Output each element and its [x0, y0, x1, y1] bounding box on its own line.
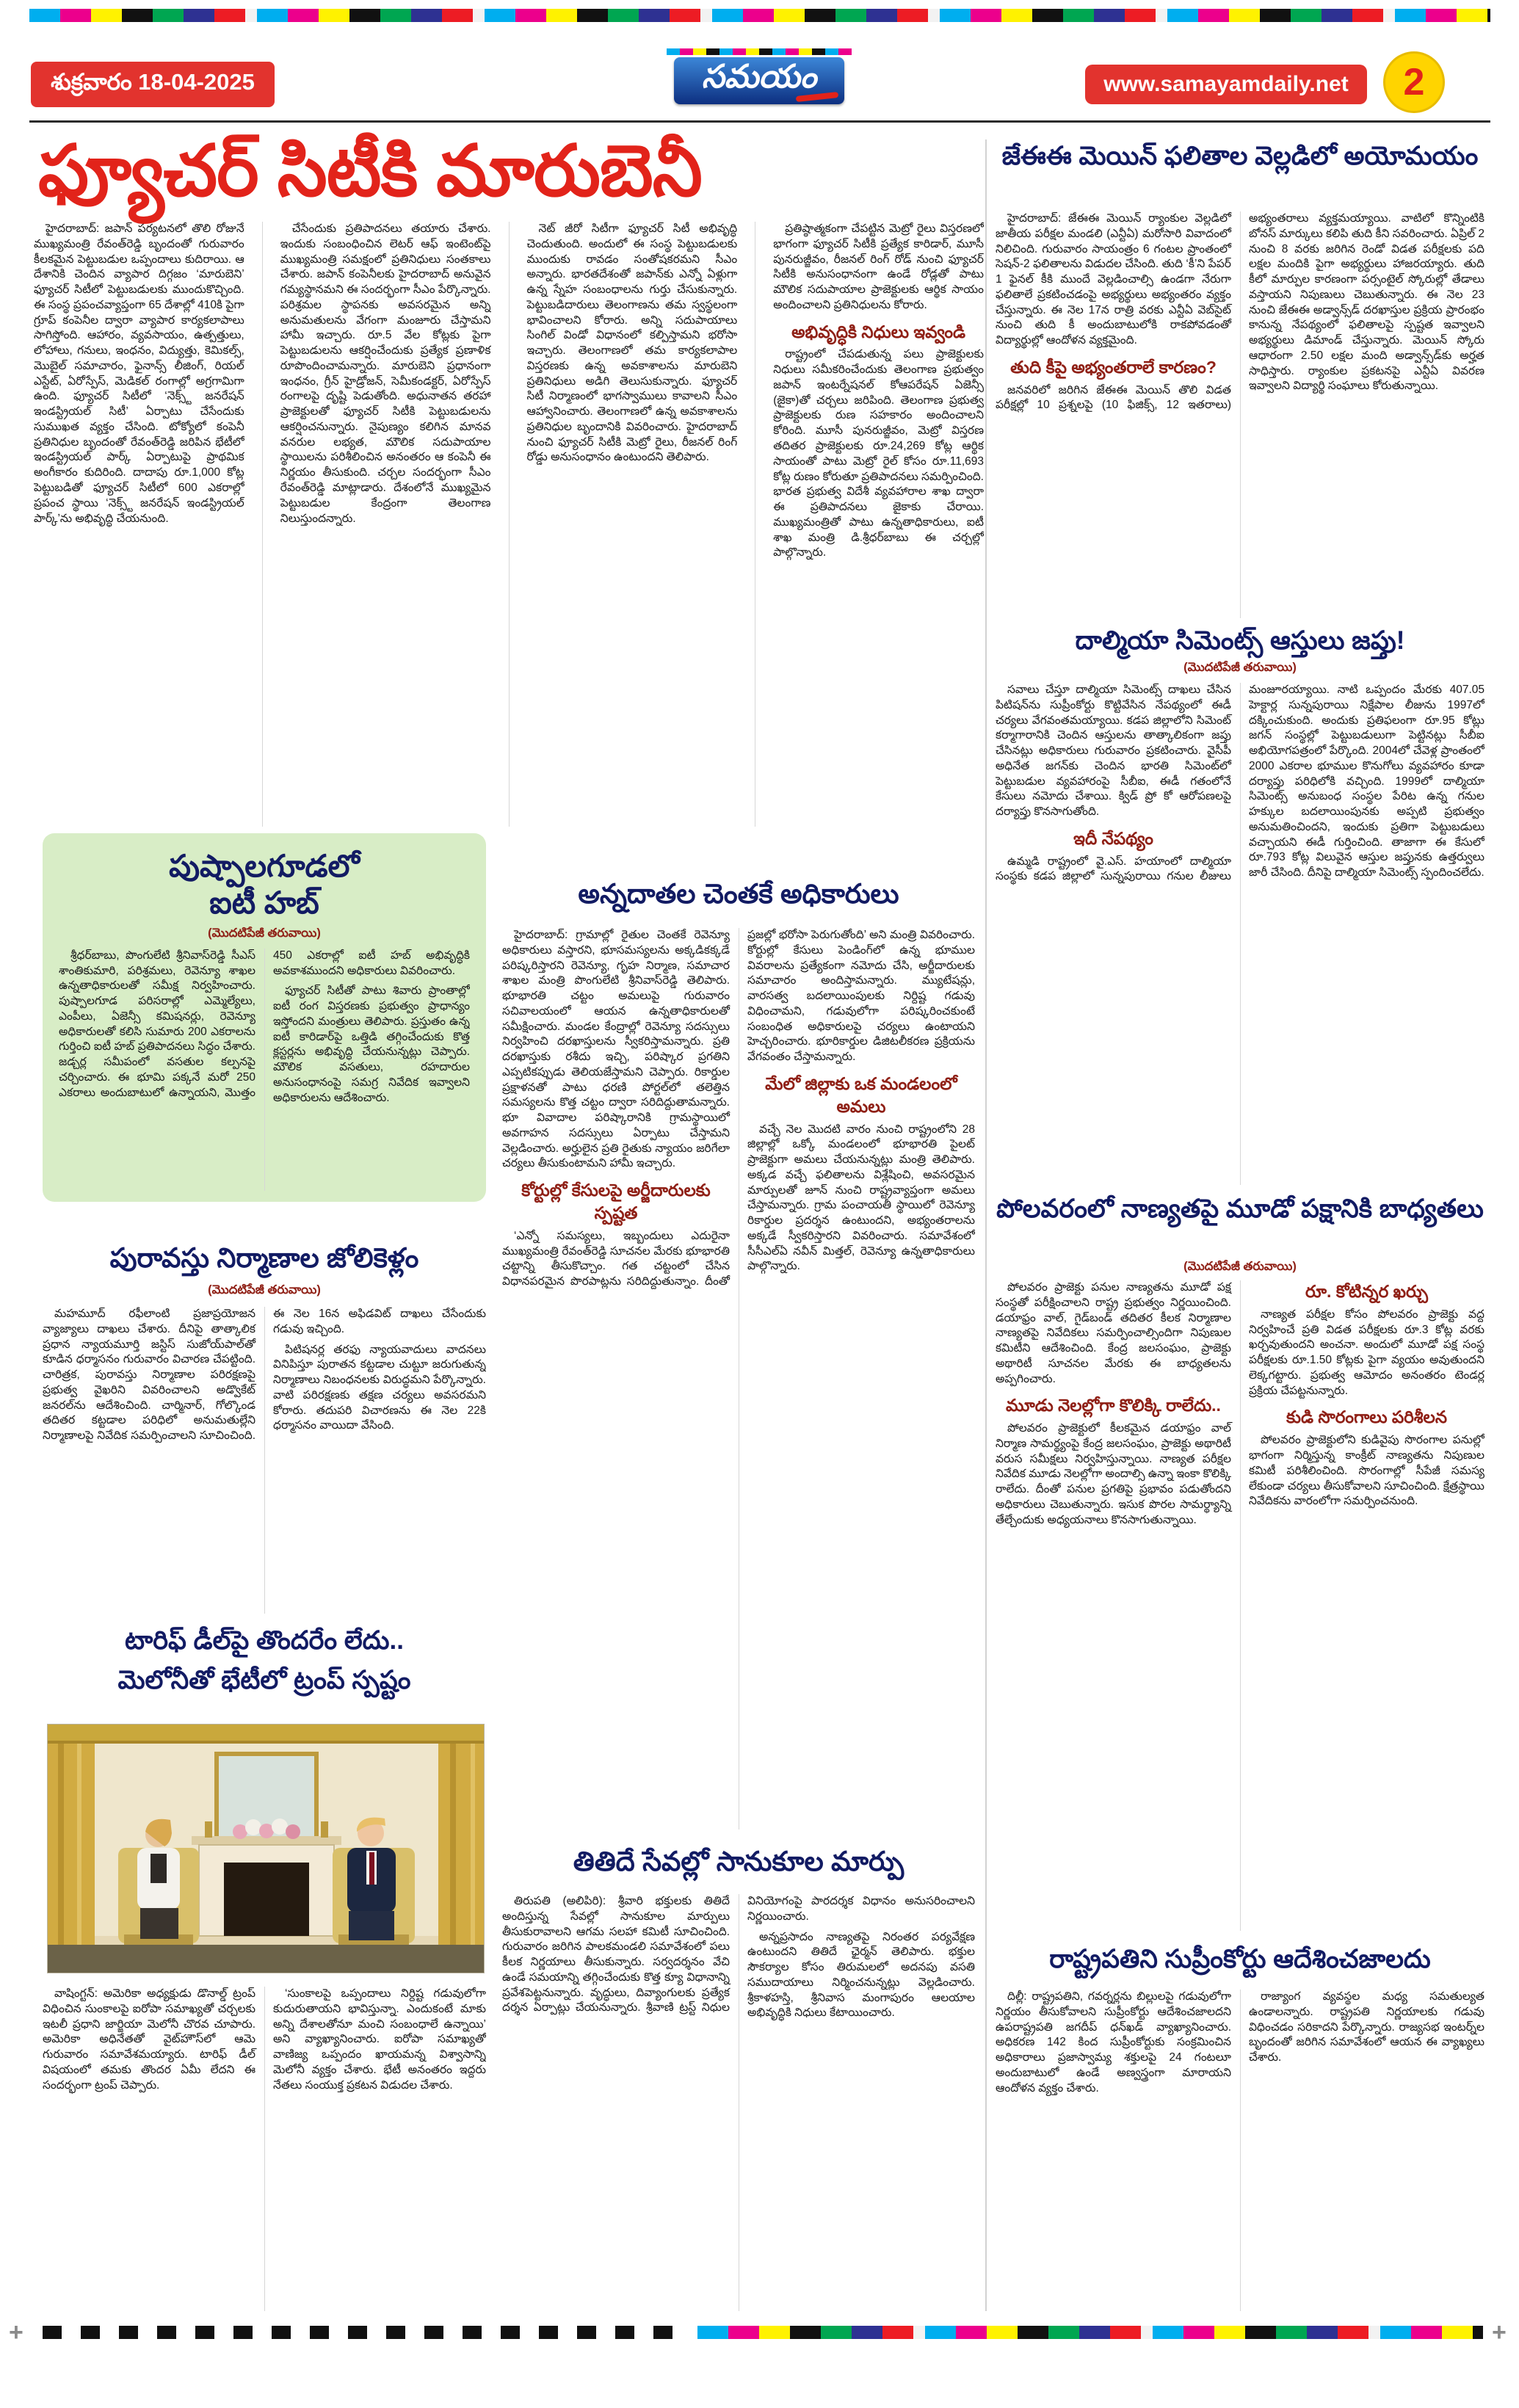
- ttd-headline: తితిదే సేవల్లో సానుకూల మార్పు: [573, 1846, 904, 1876]
- paragraph: శ్రీధర్‌బాబు, పొంగులేటి శ్రీనివాస్‌రెడ్డి సీఎస్ శాంతికుమారి, పరిశ్రమలు, రెవెన్యూ శాఖల ఉన్నతాధికారులతో సమీక్ష నిర్వహించారు. పుష్పాలగూడ పరిసరాల్లో ఎమ్మెల్యేలు, ఎంపీలు, ఏజెన్సీ కమిషనర్లు, రెవెన్యూ అధికారులతో కలిసి సుమారు 200 ఎకరాలను గుర్తించి ఐటీ హబ్ ప్రతిపాదనలు సిద్ధం చేశారు. జడ్చర్ల సమీపంలో వసతుల కల్పనపై చర్చించారు. ఈ భూమి పక్కనే మరో 250 ఎకరాలు అందుబాటులో ఉన్నాయని, మొత్తం 450 ఎకరాల్లో ఐటీ హబ్ అభివృద్ధికి అవకాశముందని అధికారులు వివరించారు.: [59, 949, 470, 1099]
- paragraph: చేసేందుకు ప్రతిపాదనలు తయారు చేశారు. ఇందుకు సంబంధించిన లెటర్ ఆఫ్ ఇంటెంట్‌పై ముఖ్యమంత్రి సమక్షంలో ప్రతినిధులు సంతకాలు చేశారు. జపాన్ కంపెనీలకు హైదరాబాద్ అనువైన గమ్యస్థానమని ఈ సందర్భంగా సీఎం పేర్కొన్నారు. పరిశ్రమల స్థాపనకు అవసరమైన అన్ని అనుమతులను వేగంగా మంజూరు చేస్తామని హామీ ఇచ్చారు. రూ.5 వేల కోట్లకు పైగా పెట్టుబడులను ఆకర్షించేందుకు ప్రత్యేక ప్రణాళిక రూపొందించామన్నారు. మారుబెని ప్రధానంగా ఇంధనం, గ్రీన్ హైడ్రోజన్, సెమీకండక్టర్, ఏరోస్పేస్ రంగాలపై దృష్టి పెడుతోంది. అధునాతన తరహా ప్రాజెక్టులతో ఫ్యూచర్ సిటీకి పెట్టుబడులను ఆకర్షించనున్నారు. నైపుణ్యం కలిగిన మానవ వనరుల లభ్యత, మౌలిక సదుపాయాల స్థాయిలను పరిశీలించిన అనంతరం ఆ కంపెనీ ఈ నిర్ణయం తీసుకుంది. చర్చల సందర్భంగా సీఎం రేవంత్‌రెడ్డి మాట్లాడారు. దేశంలోనే ముఖ్యమైన పెట్టుబడుల కేంద్రంగా తెలంగాణ నిలుస్తుందన్నారు.: [280, 222, 491, 525]
- dalmia-body: [996, 683, 1484, 1185]
- page-number: 2: [1403, 61, 1425, 104]
- rail-divider: [985, 139, 987, 2311]
- print-registration-dashes-bottom: [43, 2326, 689, 2339]
- photo-illustration: [48, 1725, 485, 1973]
- ttd-body: [502, 1894, 975, 2311]
- main-article-col1: [34, 222, 244, 827]
- paragraph: పిటిషనర్ల తరఫు న్యాయవాదులు వాదనలు వినిపిస్తూ పురాతన కట్టడాల చుట్టూ జరుగుతున్న నిర్మాణాలు నిబంధనలకు విరుద్ధమని పేర్కొన్నారు. వాటి పరిరక్షణకు తక్షణ చర్యలు అవసరమని కోరారు. తదుపరి విచారణను ఈ నెల 22కి ధర్మాసనం వాయిదా వేసింది.: [273, 1343, 486, 1432]
- supreme-headline: రాష్ట్రపతిని సుప్రీంకోర్టు ఆదేశించజాలదు: [1049, 1945, 1431, 1973]
- subhead-funds: అభివృద్ధికి నిధులు ఇవ్వండి: [791, 322, 966, 341]
- tariff-headline-line2: మెలోనీతో భేటీలో ట్రంప్ స్పష్టం: [117, 1666, 411, 1694]
- paragraph: హైదరాబాద్: జేఈఈ మెయిన్ ర్యాంకుల వెల్లడిలో జాతీయ పరీక్షల మండలి (ఎన్టీఏ) మరోసారి వివాదంలో నిలిచింది. గురువారం సాయంత్రం 6 గంటల ప్రాంతంలో సెషన్-2 ఫలితాలను విడుదల చేసింది. తుది ‘కీ’ని పేపర్ 1 ఫైనల్ కీకి ముందే వెల్లడించాల్సి ఉండగా నేరుగా ఫలితాలే ప్రకటించడంపై అభ్యర్థులు అభ్యంతరం వ్యక్తం చేస్తున్నారు. ఈ నెల 17న రాత్రి వరకు ఎన్టీఏ వెబ్‌సైట్ నుంచి తుది కీ అందుబాటులోకి రాకపోవడంతో విద్యార్థుల్లో ఆందోళన వ్యక్తమైంది.: [996, 212, 1231, 347]
- polavaram-headline: పోలవరంలో నాణ్యతపై మూడో పక్షానికి బాధ్యతలు: [996, 1194, 1484, 1223]
- print-registration-bar-bottom: [697, 2326, 1483, 2339]
- ithub-headline-line2: ఐటీ హబ్: [209, 885, 319, 921]
- annadata-headline: అన్నదాతల చెంతకే అధికారులు: [578, 879, 899, 909]
- paragraph: రాష్ట్రంలో చేపడుతున్న పలు ప్రాజెక్టులకు నిధులు సమీకరించేందుకు తెలంగాణ ప్రభుత్వం జపాన్ ఇంటర్నేషనల్ కోఆపరేషన్ ఏజెన్సీ (జైకా)తో చర్చలు జరిపింది. తెలంగాణ ప్రభుత్వ ప్రాజెక్టులకు రుణ సహకారం అందించాలని కోరింది. మూసీ పునరుజ్జీవం, మెట్రో విస్తరణ తదితర ప్రాజెక్టులకు రూ.24,269 కోట్ల ఆర్థిక సాయంతో పాటు మెట్రో రైల్ కోసం రూ.11,693 కోట్ల రుణం కోరుతూ ప్రతిపాదనలు సమర్పించింది. భారత ప్రభుత్వ విదేశీ వ్యవహారాల శాఖ ద్వారా ఈ ప్రతిపాదనలు జైకాకు చేరాయి. ముఖ్యమంత్రితో పాటు ఉన్నతాధికారులు, ఐటీ శాఖ మంత్రి డి.శ్రీధర్‌బాబు ఈ చర్చల్లో పాల్గొన్నారు.: [773, 348, 984, 559]
- paragraph: ఫ్యూచర్ సిటీతో పాటు శివారు ప్రాంతాల్లో ఐటీ రంగ విస్తరణకు ప్రభుత్వం ప్రాధాన్యం ఇస్తోందని మంత్రులు తెలిపారు. ప్రస్తుతం ఉన్న ఐటీ కారిడార్‌పై ఒత్తిడి తగ్గించేందుకు కొత్త క్లస్టర్లను అభివృద్ధి చేయనున్నట్లు చెప్పారు. మౌలిక వసతులు, రహదారుల అనుసంధానంపై సమగ్ర నివేదిక ఇవ్వాలని అధికారులను ఆదేశించారు.: [273, 984, 470, 1104]
- paragraph: నాణ్యత పరీక్షల కోసం పోలవరం ప్రాజెక్టు వద్ద నిర్వహించే ప్రతి విడత పరీక్షలకు రూ.3 కోట్ల వరకు ఖర్చవుతుందని అంచనా. అందులో మూడో పక్ష సంస్థ పరీక్షలకు రూ.1.50 కోట్లకు పైగా వ్యయం అవుతుందని లెక్కగట్టారు. ప్రభుత్వ ఆమోదం అనంతరం టెండర్ల ప్రక్రియ చేపట్టనున్నారు.: [1249, 1308, 1484, 1397]
- main-article-col3: [509, 222, 738, 827]
- main-article-col4: [755, 222, 984, 827]
- paragraph: పోలవరం ప్రాజెక్టులో కీలకమైన డయాఫ్రం వాల్ నిర్మాణ సామర్థ్యంపై కేంద్ర జలసంఘం, ప్రాజెక్టు అథారిటీ వరుస సమీక్షలు నిర్వహిస్తున్నాయి. నాణ్యత పరీక్షల నివేదిక మూడు నెలల్లోగా అందాల్సి ఉన్నా ఇంకా కొలిక్కి రాలేదు. దీంతో పనుల ప్రగతిపై ప్రభావం పడుతోందని అధికారులు చెబుతున్నారు. ఇసుక పొరల సామర్థ్యాన్ని తేల్చేందుకు అధ్యయనాలు కొనసాగుతున్నాయి.: [996, 1422, 1231, 1526]
- paragraph: ‘ఎన్నో సమస్యలు, ఇబ్బందులు ఎదురైనా ముఖ్యమంత్రి రేవంత్‌రెడ్డి సూచనల మేరకు భూభారతి చట్టాన్ని తీసుకొచ్చాం. గత చట్టంలో చేసిన విధానపరమైన పొరపాట్లను సరిదిద్దుతున్నాం. దీంతో ప్రజల్లో భరోసా పెరుగుతోంది’ అని మంత్రి వివరించారు. కోర్టుల్లో కేసులు పెండింగ్‌లో ఉన్న భూముల వివరాలను ప్రత్యేకంగా నమోదు చేసి, అర్జీదారులకు సమాచారం అందిస్తామన్నారు. మ్యుటేషన్లు, వారసత్వ బదలాయింపులకు నిర్దిష్ట గడువు విధించామని, గడువులోగా పరిష్కరించకుంటే సంబంధిత అధికారులపై చర్యలు ఉంటాయని హెచ్చరించారు. భూరికార్డుల డిజిటలీకరణ ప్రక్రియను వేగవంతం చేస్తామన్నారు.: [502, 929, 975, 1288]
- paragraph: మహమూద్ రఫీలాంటి ప్రజాప్రయోజన వ్యాజ్యాలు దాఖలు చేశారు. దీనిపై తాత్కాలిక ప్రధాన న్యాయమూర్తి జస్టిస్ సుజోయ్‌పాల్‌తో కూడిన ధర్మాసనం గురువారం విచారణ చేపట్టింది. చారిత్రక, పురావస్తు నిర్మాణాల పరిరక్షణపై ప్రభుత్వ వైఖరిని వివరించాలని అడ్వొకేట్ జనరల్‌ను ఆదేశించింది. చార్మినార్, గోల్కొండ తదితర కట్టడాల పరిధిలో అనుమతుల్లేని నిర్మాణాలపై నివేదిక సమర్పించాలని సూచించింది. ఈ నెల 16న అఫిడవిట్ దాఖలు చేసేందుకు గడువు ఇచ్చింది.: [43, 1308, 486, 1443]
- paragraph: నెట్ జీరో సిటీగా ఫ్యూచర్ సిటీ అభివృద్ధి చెందుతుంది. అందులో ఈ సంస్థ పెట్టుబడులకు ముందుకు రావడం సంతోషకరమని సీఎం అన్నారు. భారతదేశంతో జపాన్‌కు ఎన్నో ఏళ్లుగా ఉన్న స్నేహ సంబంధాలను గుర్తు చేసుకున్నారు. పెట్టుబడిదారులు తెలంగాణను తమ స్వస్థలంగా భావించాలని కోరారు. అన్ని సదుపాయాలు సింగిల్ విండో విధానంలో కల్పిస్తామని భరోసా ఇచ్చారు. తెలంగాణలో తమ కార్యకలాపాల విస్తరణకు ఉన్న అవకాశాలను మారుబెని ప్రతినిధులు అడిగి తెలుసుకున్నారు. ఫ్యూచర్ సిటీ నిర్మాణంలో భాగస్వాములు కావాలని సీఎం ఆహ్వానించారు. తెలంగాణలో ఉన్న అవకాశాలను ప్రతినిధుల బృందానికి వివరించారు. హైదరాబాద్ నుంచి ఫ్యూచర్ సిటీకి మెట్రో రైలు, రీజనల్ రింగ్ రోడ్డు అనుసంధానం ఉంటుందని తెలిపారు.: [526, 222, 738, 464]
- paragraph: సవాలు చేస్తూ దాల్మియా సిమెంట్స్ దాఖలు చేసిన పిటిషన్‌ను సుప్రీంకోర్టు కొట్టివేసిన నేపథ్యంలో ఈడీ చర్యలు వేగవంతమయ్యాయి. కడప జిల్లాలోని సిమెంట్ కర్మాగారానికి చెందిన ఆస్తులను తాత్కాలికంగా జప్తు చేసినట్లు అధికారులు గురువారం ప్రకటించారు. వైసీపీ అధినేత జగన్‌కు చెందిన భారతి సిమెంట్‌లో పెట్టుబడుల వ్యవహారంపై సీబీఐ, ఈడీ గతంలోనే కేసులు నమోదు చేశాయి. క్విడ్ ప్రో కో ఆరోపణలపై దర్యాప్తు కొనసాగుతోంది.: [996, 683, 1231, 819]
- puravasthu-body: [43, 1307, 486, 1614]
- ithub-continued: (మొదటిపేజీ తరువాయి): [208, 926, 321, 940]
- ithub-headline-line1: పుష్పాలగూడలో: [169, 849, 360, 883]
- main-article-col2: [262, 222, 491, 827]
- polavaram-subhead-1: మూడు నెలల్లోగా కొలిక్కి రాలేదు..: [1006, 1396, 1221, 1415]
- date-text: శుక్రవారం 18-04-2025: [51, 68, 255, 95]
- logo-color-strip: [667, 48, 852, 55]
- dalmia-continued: (మొదటిపేజీ తరువాయి): [1183, 661, 1297, 674]
- paragraph: వాషింగ్టన్: అమెరికా అధ్యక్షుడు డొనాల్డ్ ట్రంప్ విధించిన సుంకాలపై ఐరోపా సమాఖ్యతో చర్చలకు ఇటలీ ప్రధాని జార్జియా మెలోనీ చొరవ చూపారు. అమెరికా అధినేతతో వైట్‌హౌస్‌లో ఆమె గురువారం సమావేశమయ్యారు. టారిఫ్ డీల్ విషయంలో తమకు తొందర ఏమీ లేదని ఈ సందర్భంగా ట్రంప్ చెప్పారు.: [43, 1987, 255, 2092]
- trump-meloni-photo: [47, 1724, 485, 1973]
- date-box: [31, 62, 275, 107]
- paragraph: పోలవరం ప్రాజెక్టు పనుల నాణ్యతను మూడో పక్ష సంస్థతో పరీక్షించాలని రాష్ట్ర ప్రభుత్వం నిర్ణయించింది. డయాఫ్రం వాల్, గైడ్‌బండ్ తదితర కీలక నిర్మాణాల నాణ్యతపై నివేదికలు సమర్పించాల్సిందిగా నిపుణుల కమిటీని ఆదేశించింది. కేంద్ర జలసంఘం, ప్రాజెక్టు అథారిటీ సూచనల మేరకు ఈ బాధ్యతలను అప్పగించారు.: [996, 1281, 1231, 1385]
- crop-mark-left: +: [9, 2318, 23, 2346]
- jee-body: [996, 211, 1484, 618]
- jee-subhead: తుది కీపై అభ్యంతరాలే కారణం?: [1010, 357, 1217, 377]
- tariff-headline-line1: టారిఫ్ డీల్‌పై తొందరేం లేదు..: [125, 1626, 404, 1655]
- supreme-body: [996, 1990, 1484, 2311]
- paragraph: అన్నప్రసాదం నాణ్యతపై నిరంతర పర్యవేక్షణ ఉంటుందని తితిదే ఛైర్మన్ తెలిపారు. భక్తుల సౌకర్యాల కోసం తిరుమలలో అదనపు వసతి సముదాయాలు నిర్మించనున్నట్లు వెల్లడించారు. శ్రీకాళహస్తి, శ్రీనివాస మంగాపురం ఆలయాల అభివృద్ధికి నిధులు కేటాయించారు.: [747, 1930, 975, 2020]
- polavaram-subhead-3: కుడి సొరంగాలు పరిశీలన: [1286, 1407, 1448, 1427]
- main-headline: ఫ్యూచర్ సిటీకి మారుబెనీ: [38, 131, 702, 211]
- paragraph: వచ్చే నెల మొదటి వారం నుంచి రాష్ట్రంలోని 28 జిల్లాల్లో ఒక్కో మండలంలో భూభారతి పైలట్ ప్రాజెక్టుగా అమలు చేయనున్నట్లు మంత్రి తెలిపారు. అక్కడ వచ్చే ఫలితాలను విశ్లేషించి, అవసరమైన మార్పులతో జూన్ నుంచి రాష్ట్రవ్యాప్తంగా అమలు చేస్తామన్నారు. గ్రామ పంచాయతీ స్థాయిలో రెవెన్యూ రికార్డుల ప్రదర్శన ఉంటుందని, అభ్యంతరాలను అక్కడే స్వీకరిస్తారని వివరించారు. సమావేశంలో సీసీఎల్ఏ నవీన్ మిత్తల్, రెవెన్యూ ఉన్నతాధికారులు పాల్గొన్నారు.: [747, 1123, 975, 1273]
- header-rule: [29, 120, 1490, 123]
- puravasthu-headline: పురావస్తు నిర్మాణాల జోలికెళ్లం: [109, 1243, 419, 1273]
- article-ithub: [43, 833, 486, 1202]
- polavaram-continued: (మొదటిపేజీ తరువాయి): [1183, 1260, 1297, 1273]
- paragraph: పోలవరం ప్రాజెక్టులోని కుడివైపు సొరంగాల పనుల్లో భాగంగా నిర్మిస్తున్న కాంక్రీట్ నాణ్యతను నిపుణుల కమిటీ పరిశీలించింది. సొరంగాల్లో సీపేజీ సమస్య లేకుండా చర్యలు తీసుకోవాలని సూచించింది. క్షేత్రస్థాయి నివేదికను వారంలోగా సమర్పించనుంది.: [1249, 1434, 1484, 1508]
- polavaram-body: [996, 1280, 1484, 1931]
- logo-text: సమయం: [701, 58, 817, 95]
- tariff-body: [43, 1987, 486, 2311]
- paragraph: ఉమ్మడి రాష్ట్రంలో వై.ఎస్. హయాంలో దాల్మియా సంస్థకు కడప జిల్లాలో సున్నపురాయి గనుల లీజులు మంజూరయ్యాయి. నాటి ఒప్పందం మేరకు 407.05 హెక్టార్ల సున్నపురాయి నిక్షేపాల లీజును 1997లో దక్కించుకుంది. అందుకు ప్రతిఫలంగా రూ.95 కోట్లు జగన్ సంస్థల్లో పెట్టుబడులుగా పెట్టినట్లు సీబీఐ అభియోగపత్రంలో పేర్కొంది. 2004లో చేవెళ్ల ప్రాంతంలో 2000 ఎకరాల భూముల కొనుగోలు వ్యవహారం కూడా దర్యాప్తు పరిధిలోకి వచ్చింది. 1999లో దాల్మియా సిమెంట్స్ అనుబంధ సంస్థల పేరిట ఉన్న గనుల హక్కుల బదలాయింపునకు అప్పటి ప్రభుత్వం అనుమతించిందని, ఇందుకు ప్రతిగా పెట్టుబడులు వచ్చాయని ఈడీ గుర్తించింది. తాజాగా ఈ కేసులో రూ.793 కోట్ల విలువైన ఆస్తుల జప్తునకు ఉత్తర్వులు జారీ చేసింది. దీనిపై దాల్మియా సిమెంట్స్ స్పందించలేదు.: [996, 683, 1484, 883]
- dalmia-subhead: ఇదీ నేపథ్యం: [1073, 828, 1153, 848]
- dalmia-headline: దాల్మియా సిమెంట్స్ ఆస్తులు జప్తు!: [1075, 626, 1405, 655]
- polavaram-subhead-2: రూ. కోటిన్నర ఖర్చు: [1305, 1282, 1428, 1301]
- paragraph: దిల్లీ: రాష్ట్రపతిని, గవర్నర్లను బిల్లులపై గడువులోగా నిర్ణయం తీసుకోవాలని సుప్రీంకోర్టు ఆదేశించజాలదని ఉపరాష్ట్రపతి జగదీప్ ధన్‌ఖడ్ వ్యాఖ్యానించారు. అధికరణ 142 కింద సుప్రీంకోర్టుకు సంక్రమించిన అధికారాలు ప్రజాస్వామ్య శక్తులపై 24 గంటలూ అందుబాటులో ఉండే అణ్వస్త్రంగా మారాయని ఆందోళన వ్యక్తం చేశారు.: [996, 1990, 1231, 2095]
- paragraph: తిరుపతి (అలిపిరి): శ్రీవారి భక్తులకు తితిదే అందిస్తున్న సేవల్లో సానుకూల మార్పులు తీసుకురావాలని ఆగమ సలహా కమిటీ సూచించింది. గురువారం జరిగిన పాలకమండలి సమావేశంలో పలు కీలక నిర్ణయాలు తీసుకున్నారు. సర్వదర్శనం వేచి ఉండే సమయాన్ని తగ్గించేందుకు కొత్త క్యూ విధానాన్ని ప్రవేశపెట్టనున్నారు. వృద్ధులు, దివ్యాంగులకు ప్రత్యేక దర్శన ఏర్పాట్లు చేయనున్నారు. శ్రీవాణి ట్రస్ట్ నిధుల వినియోగంపై పారదర్శక విధానం అనుసరించాలని నిర్ణయించారు.: [502, 1895, 975, 2014]
- page-number-badge: [1383, 51, 1445, 113]
- print-registration-bar-top: [29, 9, 1490, 22]
- website-box: [1085, 65, 1367, 104]
- paragraph: జనవరిలో జరిగిన జేఈఈ మెయిన్ తొలి విడత పరీక్షల్లో 10 ప్రశ్నలపై (10 ఫిజిక్స్, 12 ఇతరాలు) అభ్యంతరాలు వ్యక్తమయ్యాయి. వాటిలో కొన్నింటికి బోనస్ మార్కులు కలిపి తుది కీని సవరించారు. ఏప్రిల్ 2 నుంచి 8 వరకు జరిగిన రెండో విడత పరీక్షలకు పది లక్షల మందికి పైగా అభ్యర్థులు హాజరయ్యారు. తుది కీలో మార్పుల కారణంగా పర్సంటైల్ స్కోరుల్లో తేడాలు వస్తాయని నిపుణులు చెబుతున్నారు. ఈ నెల 23 నుంచి జేఈఈ అడ్వాన్స్‌డ్ దరఖాస్తుల ప్రక్రియ ప్రారంభం కానున్న నేపథ్యంలో ఫలితాలపై స్పష్టత ఇవ్వాలని అభ్యర్థులు డిమాండ్ చేస్తున్నారు. మెయిన్ స్కోరు ఆధారంగా 2.50 లక్షల మంది అడ్వాన్స్‌డ్‌కు అర్హత సాధిస్తారు. ర్యాంకుల ప్రకటనపై ఎన్టీఏ వివరణ ఇవ్వాలని విద్యార్థి సంఘాలు కోరుతున్నాయి.: [996, 212, 1484, 412]
- puravasthu-continued: (మొదటిపేజీ తరువాయి): [208, 1283, 321, 1297]
- paragraph: రాజ్యాంగ వ్యవస్థల మధ్య సమతుల్యత ఉండాలన్నారు. రాష్ట్రపతి నిర్ణయాలకు గడువు విధించడం సరికాదని పేర్కొన్నారు. రాజ్యసభ ఇంటర్న్‌ల బృందంతో జరిగిన సమావేశంలో ఆయన ఈ వ్యాఖ్యలు చేశారు.: [1249, 1990, 1484, 2064]
- paragraph: హైదరాబాద్: జపాన్ పర్యటనలో తొలి రోజునే ముఖ్యమంత్రి రేవంత్‌రెడ్డి బృందంతో గురువారం కీలకమైన పెట్టుబడుల ఒప్పందాలు కుదిరాయి. ఆ దేశానికి చెందిన వ్యాపార దిగ్గజం ‘మారుబెని’ ఫ్యూచర్ సిటీలో పెట్టుబడులకు ముందుకొచ్చింది. ఈ సంస్థ ప్రపంచవ్యాప్తంగా 65 దేశాల్లో 410కి పైగా గ్రూప్ కంపెనీల ద్వారా వ్యాపార కార్యకలాపాలు సాగిస్తోంది. ఆహారం, వ్యవసాయం, ఉత్పత్తులు, లోహాలు, గనులు, ఇంధనం, విద్యుత్తు, కెమికల్స్, మొబైల్ సమాచారం, ఫైనాన్స్ లీజింగ్, రియల్ ఎస్టేట్, ఏరోస్పేస్, మెడికల్ రంగాల్లో అగ్రగామిగా ఉంది. ఫ్యూచర్ సిటీలో ‘నెక్స్ట్ జనరేషన్ ఇండస్ట్రియల్ సిటీ’ ఏర్పాటు చేసేందుకు సుముఖత వ్యక్తం చేసింది. టోక్యోలో కంపెనీ ప్రతినిధుల బృందంతో రేవంత్‌రెడ్డి జరిపిన భేటీలో ఇండస్ట్రియల్ పార్క్ ఏర్పాటుపై ప్రాథమిక అంగీకారం కుదిరింది. దాదాపు రూ.1,000 కోట్ల పెట్టుబడితో ఫ్యూచర్ సిటీలో 600 ఎకరాల్లో ప్రపంచ స్థాయి ‘నెక్స్ట్ జనరేషన్ ఇండస్ట్రియల్ పార్క్’ను అభివృద్ధి చేయనుంది.: [34, 222, 244, 525]
- logo-box: [674, 57, 844, 104]
- paragraph: హైదరాబాద్: గ్రామాల్లో రైతుల చెంతకే రెవెన్యూ అధికారులు వస్తారని, భూసమస్యలను అక్కడికక్కడే పరిష్కరిస్తారని రెవెన్యూ, గృహ నిర్మాణ, సమాచార శాఖల మంత్రి పొంగులేటి శ్రీనివాస్‌రెడ్డి తెలిపారు. భూభారతి చట్టం అమలుపై గురువారం సచివాలయంలో ఆయన ఉన్నతాధికారులతో సమీక్షించారు. మండల కేంద్రాల్లో రెవెన్యూ సదస్సులు నిర్వహించి దరఖాస్తులను స్వీకరిస్తామన్నారు. ప్రతి దరఖాస్తుకు రశీదు ఇచ్చి, పరిష్కార ప్రగతిని ఎప్పటికప్పుడు తెలియజేస్తామని చెప్పారు. రికార్డుల ప్రక్షాళనతో పాటు ధరణి పోర్టల్‌లో తలెత్తిన సమస్యలను కొత్త చట్టం ద్వారా సరిదిద్దుతామన్నారు. భూ వివాదాల పరిష్కారానికి గ్రామస్థాయిలో అవగాహన సదస్సులు ఏర్పాటు చేస్తామని వెల్లడించారు. అర్హులైన ప్రతి రైతుకు న్యాయం జరిగేలా చర్యలు తీసుకుంటామని హామీ ఇచ్చారు.: [502, 929, 730, 1170]
- jee-headline: జేఈఈ మెయిన్ ఫలితాల వెల్లడిలో అయోమయం: [1001, 142, 1479, 170]
- paragraph: ‘సుంకాలపై ఒప్పందాలు నిర్దిష్ట గడువులోగా కుదురుతాయని భావిస్తున్నా. ఎందుకంటే మాకు అన్ని దేశాలతోనూ మంచి సంబంధాలే ఉన్నాయి’ అని వ్యాఖ్యానించారు. ఐరోపా సమాఖ్యతో వాణిజ్య ఒప్పందం ఖాయమన్న విశ్వాసాన్ని మెలోనీ వ్యక్తం చేశారు. భేటీ అనంతరం ఇద్దరు నేతలు సంయుక్త ప్రకటన విడుదల చేశారు.: [273, 1987, 486, 2092]
- samayam-logo: [667, 48, 852, 104]
- crop-mark-right: +: [1492, 2318, 1507, 2346]
- website-text: www.samayamdaily.net: [1103, 72, 1349, 96]
- annadata-body: [502, 928, 975, 1829]
- main-article-body: [34, 222, 984, 827]
- ithub-body: [59, 949, 470, 1191]
- annadata-subhead-2: మేలో జిల్లాకు ఒక మండలంలో అమలు: [765, 1073, 957, 1116]
- annadata-subhead-1: కోర్టుల్లో కేసులపై అర్జీదారులకు స్పష్టత: [521, 1181, 711, 1223]
- paragraph: ప్రతిష్ఠాత్మకంగా చేపట్టిన మెట్రో రైలు విస్తరణలో భాగంగా ఫ్యూచర్ సిటీకి ప్రత్యేక కారిడార్, మూసీ పునరుజ్జీవం, రీజనల్ రింగ్ రోడ్ నుంచి ఫ్యూచర్ సిటీకి అనుసంధానంగా ఉండే రోడ్లతో పాటు మౌలిక సదుపాయాల ప్రాజెక్టులకు ఆర్థిక సాయం అందించాలని ప్రతినిధులను కోరారు.: [773, 222, 984, 311]
